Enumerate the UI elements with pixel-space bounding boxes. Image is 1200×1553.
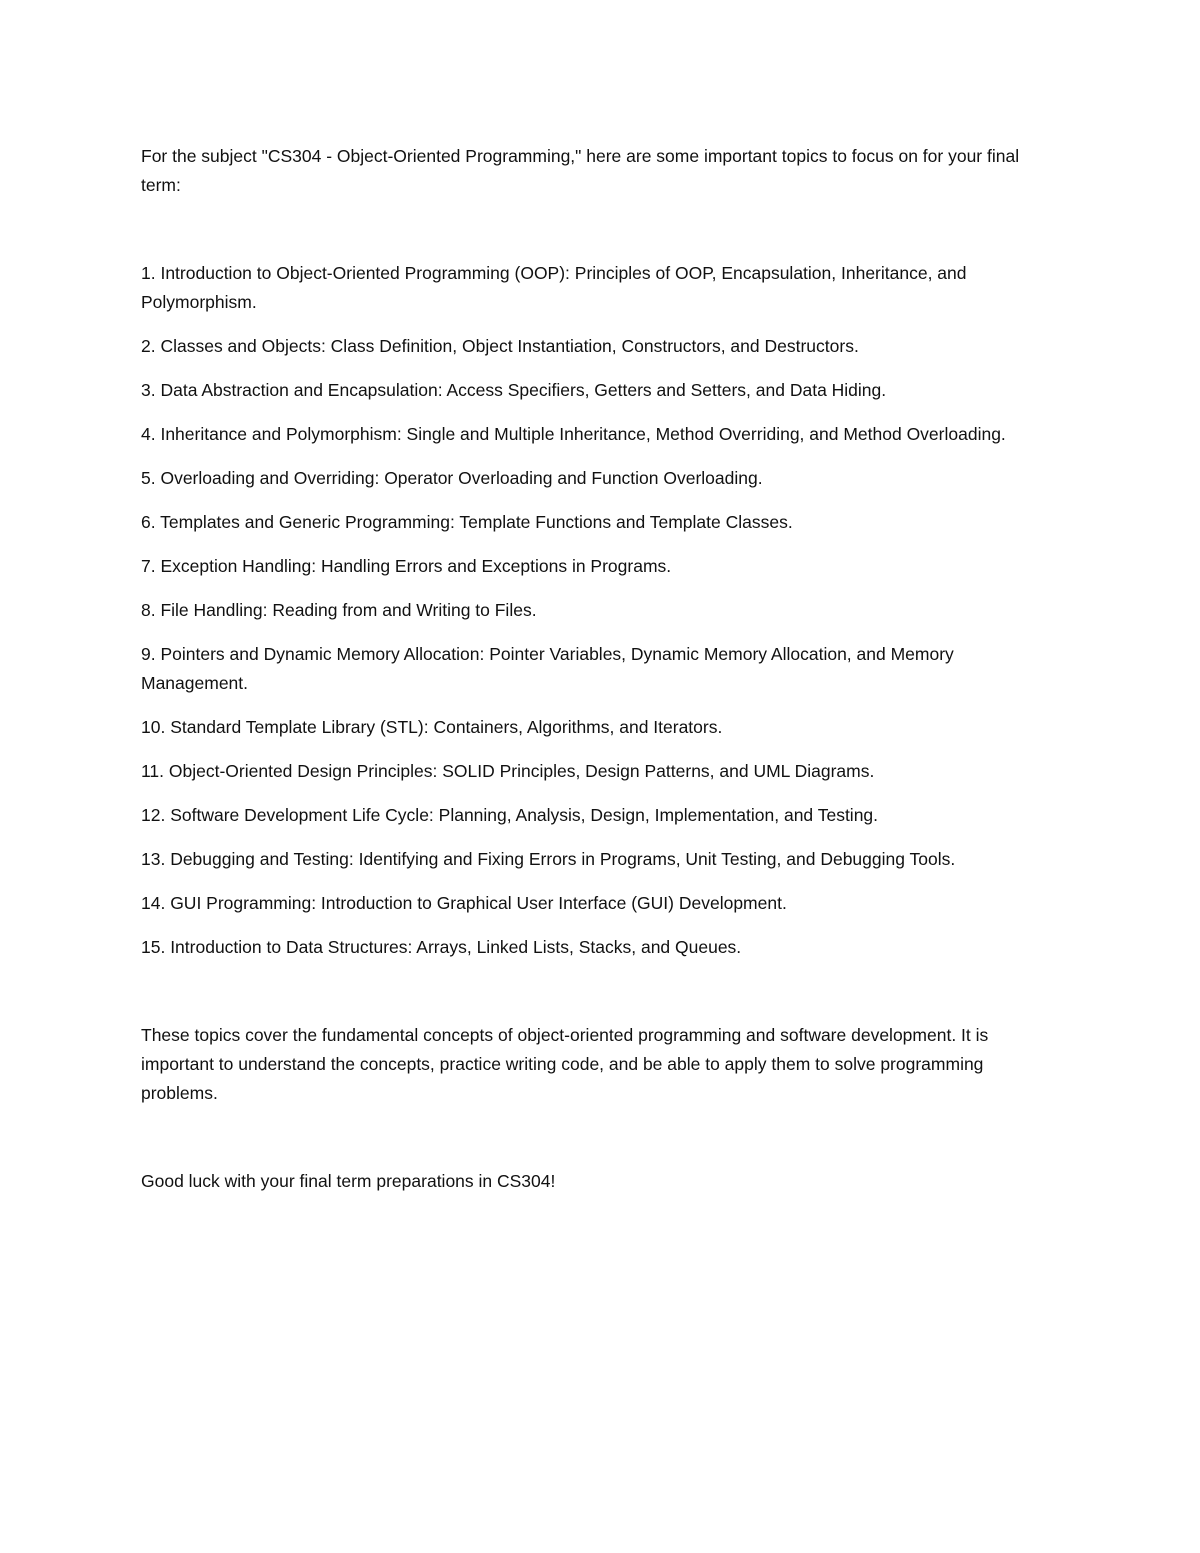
topic-item: 10. Standard Template Library (STL): Containers, Algorithms, and Iterators. xyxy=(141,717,723,737)
closing-paragraph: Good luck with your final term preparations in CS304! xyxy=(141,1171,556,1191)
topic-item: 9. Pointers and Dynamic Memory Allocation: Pointer Variables, Dynamic Memory Allocation, and Memory Management. xyxy=(141,644,954,693)
topic-item: 4. Inheritance and Polymorphism: Single and Multiple Inheritance, Method Overriding, and Method Overloading. xyxy=(141,424,1006,444)
document-body xyxy=(141,142,1061,1196)
topic-item: 5. Overloading and Overriding: Operator Overloading and Function Overloading. xyxy=(141,468,763,488)
topic-item: 12. Software Development Life Cycle: Planning, Analysis, Design, Implementation, and Testing. xyxy=(141,805,879,825)
topic-item: 2. Classes and Objects: Class Definition, Object Instantiation, Constructors, and Destructors. xyxy=(141,336,859,356)
topic-item: 11. Object-Oriented Design Principles: SOLID Principles, Design Patterns, and UML Diagrams. xyxy=(141,761,875,781)
topic-item: 7. Exception Handling: Handling Errors and Exceptions in Programs. xyxy=(141,556,672,576)
topic-item: 3. Data Abstraction and Encapsulation: Access Specifiers, Getters and Setters, and Data Hiding. xyxy=(141,380,887,400)
topic-item: 15. Introduction to Data Structures: Arrays, Linked Lists, Stacks, and Queues. xyxy=(141,937,742,957)
topic-item: 14. GUI Programming: Introduction to Graphical User Interface (GUI) Development. xyxy=(141,893,787,913)
intro-paragraph: For the subject "CS304 - Object-Oriented Programming," here are some important topics to focus on for your final term: xyxy=(141,146,1020,195)
topic-item: 1. Introduction to Object-Oriented Programming (OOP): Principles of OOP, Encapsulation, Inheritance, and Polymorphism. xyxy=(141,263,967,312)
topic-item: 13. Debugging and Testing: Identifying and Fixing Errors in Programs, Unit Testing, and Debugging Tools. xyxy=(141,849,956,869)
topic-item: 6. Templates and Generic Programming: Template Functions and Template Classes. xyxy=(141,512,793,532)
topic-list xyxy=(141,259,1061,962)
topic-item: 8. File Handling: Reading from and Writing to Files. xyxy=(141,600,537,620)
summary-paragraph: These topics cover the fundamental concepts of object-oriented programming and software development. It is important to understand the concepts, practice writing code, and be able to apply them to solve programming problems. xyxy=(141,1025,989,1103)
